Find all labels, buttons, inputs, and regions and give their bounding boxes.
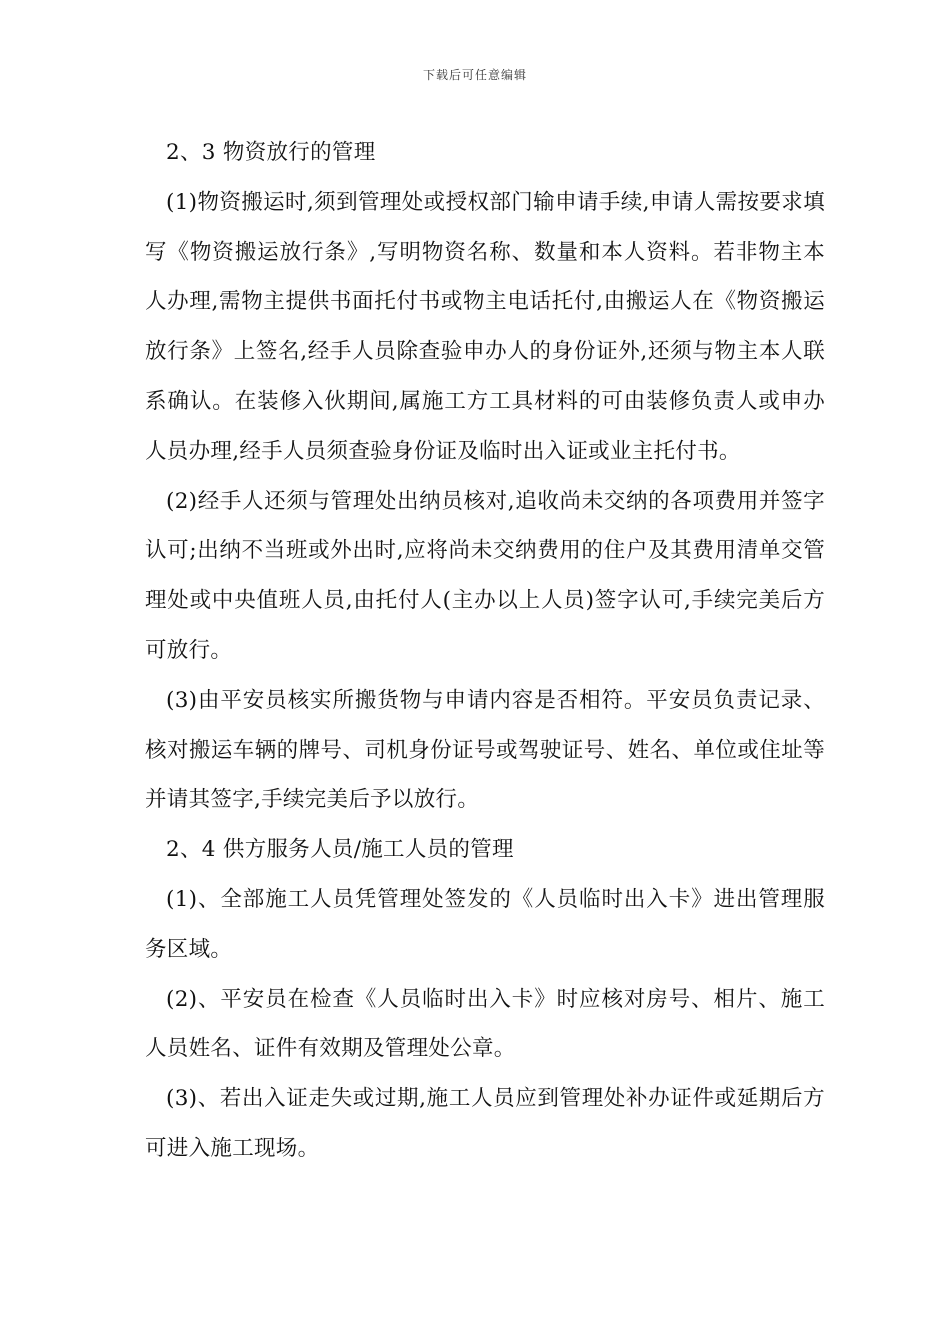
document-body [145,128,825,1174]
section-heading-2-4: 2、4 供方服务人员/施工人员的管理 [166,837,514,863]
paragraph-2-4-3: (3)、若出入证走失或过期,施工人员应到管理处补办证件或延期后方可进入施工现场。 [145,1086,825,1161]
paragraph-2-4-1: (1)、全部施工人员凭管理处签发的《人员临时出入卡》进出管理服务区域。 [145,886,825,962]
paragraph-2-3-2: (2)经手人还须与管理处出纳员核对,追收尚未交纳的各项费用并签字认可;出纳不当班或外出时,应将尚未交纳费用的住户及其费用清单交管理处或中央值班人员,由托付人(主办以上人员)签字认可,手续完美后方可放行。 [145,488,825,663]
paragraph-2-3-1: (1)物资搬运时,须到管理处或授权部门输申请手续,申请人需按要求填写《物资搬运放行条》,写明物资名称、数量和本人资料。若非物主本人办理,需物主提供书面托付书或物主电话托付,由搬运人在《物资搬运放行条》上签名,经手人员除查验申办人的身份证外,还须与物主本人联系确认。在装修入伙期间,属施工方工具材料的可由装修负责人或申办人员办理,经手人员须查验身份证及临时出入证或业主托付书。 [145,189,825,464]
paragraph-2-3-3: (3)由平安员核实所搬货物与申请内容是否相符。平安员负责记录、核对搬运车辆的牌号、司机身份证号或驾驶证号、姓名、单位或住址等并请其签字,手续完美后予以放行。 [145,687,825,813]
page-header: 下载后可任意编辑 [422,68,527,82]
paragraph-2-4-2: (2)、平安员在检查《人员临时出入卡》时应核对房号、相片、施工人员姓名、证件有效期及管理处公章。 [145,986,825,1062]
section-heading-2-3: 2、3 物资放行的管理 [166,140,376,165]
